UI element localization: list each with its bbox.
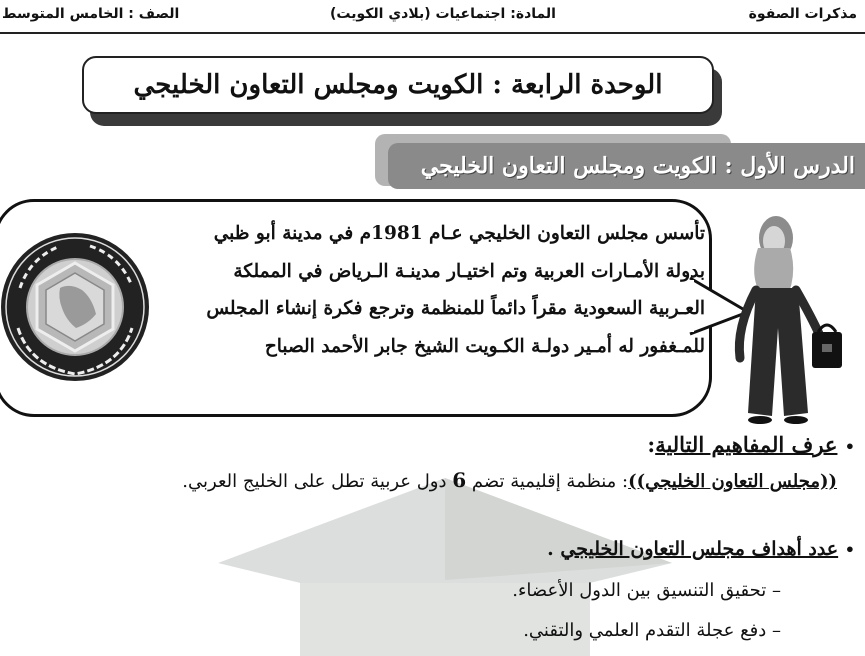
page-header [0,0,865,34]
bullet: • [844,540,855,559]
intro-line: تأسس مجلس التعاون الخليجي عـام 1981م في مدينة أبو ظبي [213,223,705,244]
header-grade: الصف : الخامس المتوسط [2,6,180,22]
intro-line: العـربية السعودية مقراً دائماً للمنظمة وترجع فكرة إنشاء المجلس [206,298,705,319]
goal-item: – دفع عجلة التقدم العلمي والتقني. [523,620,781,641]
definition-text: : منظمة إقليمية تضم [466,471,629,492]
gcc-seal-logo [0,228,150,386]
definition-text: دول عربية تطل على الخليج العربي. [182,471,453,492]
header-brand: مذكرات الصفوة [748,6,857,22]
intro-paragraph [160,215,705,365]
definition-number: 6 [452,468,467,492]
woman-illustration [728,208,850,433]
lesson-banner [388,143,865,189]
section-define-heading [647,432,855,457]
intro-line: للمـغفور له أمـير دولـة الكـويت الشيخ جابر الأحمد الصباح [264,335,705,357]
intro-line: بدولة الأمـارات العربية وتم اختيـار مدينـة الـرياض في المملكة [233,260,705,282]
goals-heading-dot: . [547,538,561,560]
bullet: • [844,437,855,456]
define-heading-colon: : [647,432,656,457]
gcc-definition [182,468,837,492]
goal-item: – تحقيق التنسيق بين الدول الأعضاء. [512,580,781,601]
header-subject: المادة: اجتماعيات (بلادي الكويت) [330,6,556,22]
section-goals-heading [547,538,855,560]
definition-term: ((مجلس التعاون الخليجي)) [628,471,837,492]
unit-title-box [82,56,714,114]
unit-title: الوحدة الرابعة : الكويت ومجلس التعاون الخليجي [133,70,663,100]
goals-heading-text: عدد أهداف مجلس التعاون الخليجي [560,538,839,560]
lesson-title: الدرس الأول : الكويت ومجلس التعاون الخليجي [420,153,855,179]
define-heading-text: عرف المفاهيم التالية [655,432,838,457]
